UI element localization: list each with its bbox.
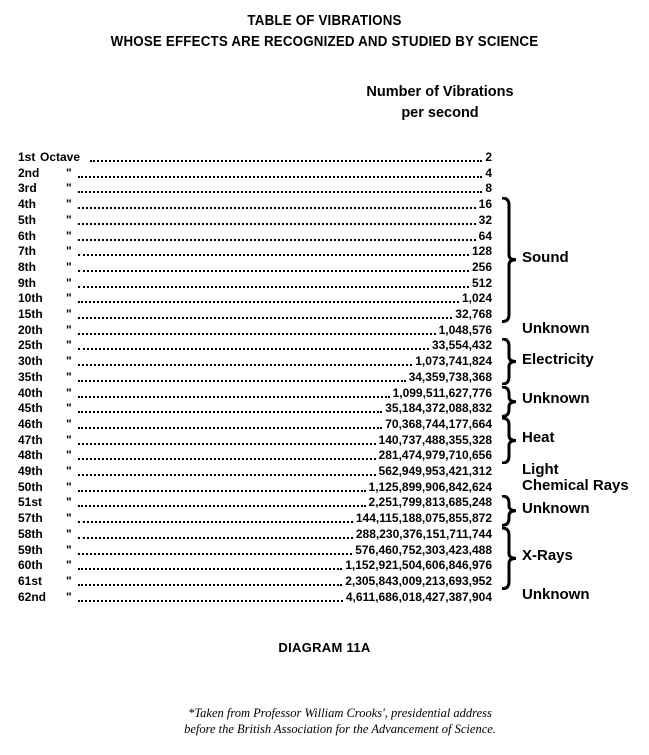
group-label: Chemical Rays [522,476,629,494]
octave-label: 49th [18,464,43,478]
vibration-value: 1,125,899,906,842,624 [368,479,492,494]
ditto-mark: " [66,322,72,337]
table-row [18,260,492,275]
table-row [18,574,492,589]
curly-brace [500,527,520,590]
table-subtitle: WHOSE EFFECTS ARE RECOGNIZED AND STUDIED BY SCIENCE [110,34,539,50]
octave-label: 8th [18,259,36,274]
ditto-mark: " [66,416,72,431]
ditto-mark: " [66,165,72,180]
table-row [18,543,492,558]
leader-dots [78,348,429,350]
ditto-mark: " [66,589,72,604]
vibration-value: 1,024 [461,291,492,306]
table-row [18,527,492,542]
table-row [18,401,492,416]
curly-brace [500,417,520,464]
octave-label: 48th [18,448,43,463]
ditto-mark: " [66,338,72,353]
leader-dots [78,191,482,193]
vibration-value: 144,115,188,075,855,872 [355,511,492,526]
octave-label: 30th [18,354,43,369]
group-label: Heat [522,429,555,447]
ditto-mark: " [66,354,72,369]
leader-dots [78,270,469,272]
table-row [18,338,492,353]
table-row [18,291,492,306]
ditto-mark: " [66,369,72,384]
ditto-mark: " [66,401,72,416]
ditto-mark: " [66,495,72,510]
octave-label: 35th [18,369,43,384]
octave-label: 25th [18,338,43,353]
octave-label: 10th [18,291,43,306]
ditto-mark: " [66,275,72,290]
vibration-value: 70,368,744,177,664 [385,416,492,431]
vibration-value: 128 [471,244,492,259]
table-row [18,511,492,526]
leader-dots [78,411,382,413]
ditto-mark: " [66,212,72,227]
octave-label: 50th [18,479,43,494]
leader-dots [78,254,469,256]
leader-dots [78,364,412,366]
table-row [18,323,492,338]
vibration-value: 4 [485,165,492,180]
group-label: Unknown [522,586,590,604]
leader-dots [78,333,436,335]
group-label: Unknown [522,500,590,518]
vibration-value: 562,949,953,421,312 [378,464,492,478]
leader-dots [78,207,476,209]
table-row [18,448,492,463]
footnote-line1: *Taken from Professor William Crooks', presidential address [188,706,492,720]
octave-label: 5th [18,212,36,227]
octave-label: 2nd [18,165,40,180]
vibration-value: 2,305,843,009,213,693,952 [345,573,492,588]
column-heading-line1: Number of Vibrations [366,84,514,100]
vibration-value: 32 [478,212,492,227]
table-row [18,197,492,212]
leader-dots [78,380,406,382]
leader-dots [78,239,476,241]
octave-label: 3rd [18,181,37,196]
octave-label: 51st [18,495,43,510]
octave-label: 40th [18,385,43,400]
table-row [18,229,492,244]
octave-label: 7th [18,244,36,259]
table-row [18,276,492,291]
group-label: Unknown [522,319,590,337]
vibration-value: 64 [478,228,492,243]
vibration-value: 1,152,921,504,606,846,976 [345,558,492,573]
ditto-mark: " [66,558,72,573]
leader-dots [78,521,353,523]
octave-label: 47th [18,432,43,447]
vibration-value: 32,768 [455,307,492,321]
octave-label: 6th [18,228,36,243]
octave-label: 9th [18,275,36,290]
octave-label: 57th [18,511,43,526]
table-row [18,590,492,605]
leader-dots [78,427,382,429]
ditto-mark: " [66,432,72,447]
octave-label: 1st [18,150,36,164]
leader-dots [78,490,366,492]
vibration-value: 33,554,432 [431,338,492,353]
table-row [18,307,492,322]
table-row [18,464,492,479]
table-row [18,150,492,165]
table-row [18,433,492,448]
octave-label: 15th [18,307,43,321]
table-row [18,417,492,432]
curly-brace [500,338,520,385]
vibration-value: 34,359,738,368 [408,369,492,384]
leader-dots [78,600,343,602]
vibration-value: 1,048,576 [438,322,492,337]
table-row [18,386,492,401]
vibration-value: 1,099,511,627,776 [392,385,492,400]
octave-label: 58th [18,526,43,541]
ditto-mark: " [66,181,72,196]
vibration-value: 140,737,488,355,328 [378,432,492,447]
table-row [18,181,492,196]
group-label: Unknown [522,390,590,408]
ditto-mark: " [66,228,72,243]
octave-label: 20th [18,322,43,337]
octave-label: 60th [18,558,43,573]
vibration-value: 512 [471,275,492,290]
table-row [18,354,492,369]
ditto-mark: " [66,197,72,212]
leader-dots [78,176,482,178]
ditto-mark: " [66,511,72,526]
curly-brace [500,495,520,526]
footnote-line2: before the British Association for the Advancement of Science. [184,722,496,736]
octave-label: 46th [18,416,43,431]
ditto-mark: " [66,385,72,400]
leader-dots [90,160,482,162]
leader-dots [78,474,376,476]
vibration-value: 281,474,979,710,656 [378,448,492,463]
octave-label: 62nd [18,589,47,604]
ditto-mark: " [66,479,72,494]
leader-dots [78,443,376,445]
table-row [18,370,492,385]
vibration-value: 576,460,752,303,423,488 [355,542,492,557]
octave-label: 4th [18,197,36,212]
leader-dots [78,505,366,507]
table-row [18,213,492,228]
column-heading [356,82,524,124]
octave-label: 59th [18,542,43,557]
leader-dots [78,301,459,303]
ditto-mark: " [66,291,72,306]
vibration-value: 288,230,376,151,711,744 [355,526,492,541]
vibration-value: 4,611,686,018,427,387,904 [345,589,492,604]
table-row [18,495,492,510]
table-row [18,244,492,259]
leader-dots [78,223,476,225]
leader-dots [78,568,342,570]
leader-dots [78,553,352,555]
table-row [18,558,492,573]
table-row [18,480,492,495]
vibration-value: 256 [471,259,492,274]
group-label: Electricity [522,350,594,368]
vibration-value: 16 [478,197,492,212]
vibration-value: 2,251,799,813,685,248 [368,495,492,510]
vibration-value: 35,184,372,088,832 [385,401,492,416]
ditto-mark: " [66,259,72,274]
table-row [18,166,492,181]
curly-brace [500,197,520,323]
table-title: TABLE OF VIBRATIONS [247,13,402,29]
group-label: Light [522,460,559,478]
column-heading-line2: per second [401,105,479,121]
octave-label: 45th [18,401,43,416]
octave-word: Octave [40,150,81,164]
ditto-mark: " [66,244,72,259]
leader-dots [78,396,390,398]
leader-dots [78,317,452,319]
ditto-mark: " [66,464,72,478]
diagram-label: DIAGRAM 11A [278,640,371,655]
group-label: Sound [522,248,569,266]
ditto-mark: " [66,526,72,541]
ditto-mark: " [66,542,72,557]
curly-brace [500,386,520,417]
vibration-value: 1,073,741,824 [415,354,492,369]
vibration-value: 2 [485,150,492,164]
leader-dots [78,584,342,586]
leader-dots [78,286,469,288]
vibration-value: 8 [485,181,492,196]
ditto-mark: " [66,448,72,463]
ditto-mark: " [66,573,72,588]
octave-label: 61st [18,573,43,588]
group-label: X-Rays [522,547,573,565]
ditto-mark: " [66,307,72,321]
leader-dots [78,537,353,539]
leader-dots [78,458,376,460]
